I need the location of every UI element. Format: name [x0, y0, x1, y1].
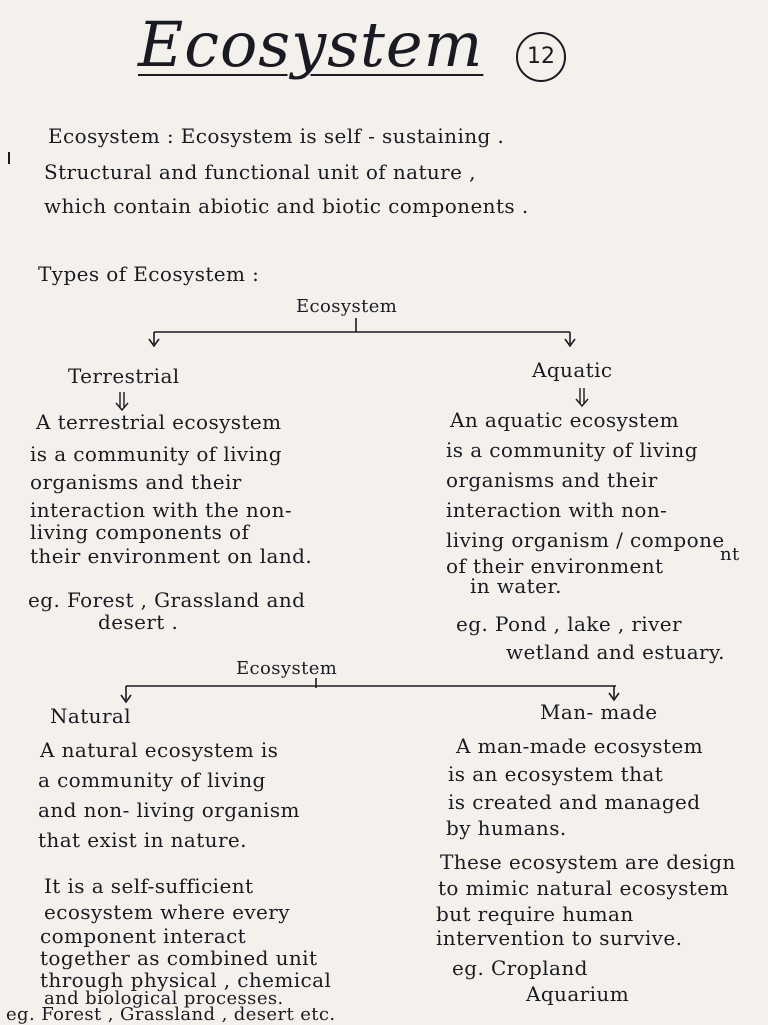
manmade-para2-line-3: but require human	[436, 902, 634, 926]
natural-example: eg. Forest , Grassland , desert etc.	[6, 1004, 336, 1025]
terrestrial-line-2: is a community of living	[30, 442, 282, 466]
natural-line-3: and non- living organism	[38, 798, 300, 822]
natural-para2-line-6: and biological processes.	[44, 988, 284, 1009]
natural-line-4: that exist in nature.	[38, 828, 247, 852]
manmade-para2-line-4: intervention to survive.	[436, 926, 683, 950]
natural-para2-line-4: together as combined unit	[40, 946, 318, 970]
manmade-line-4: by humans.	[446, 816, 567, 840]
manmade-label: Man- made	[540, 700, 658, 724]
manmade-line-3: is created and managed	[448, 790, 701, 814]
aquatic-label: Aquatic	[532, 358, 613, 382]
manmade-example-1: eg. Cropland	[452, 956, 588, 980]
tree1-root-label: Ecosystem	[296, 296, 398, 317]
tree2-root-label: Ecosystem	[236, 658, 338, 679]
natural-para2-line-1: It is a self-sufficient	[44, 874, 254, 898]
natural-para2-line-3: component interact	[40, 924, 247, 948]
terrestrial-line-4: interaction with the non-	[30, 498, 293, 522]
manmade-para2-line-2: to mimic natural ecosystem	[438, 876, 729, 900]
natural-label: Natural	[50, 704, 132, 728]
terrestrial-line-5: living components of	[30, 520, 250, 544]
definition-line-1: Ecosystem : Ecosystem is self - sustaining .	[48, 124, 505, 148]
manmade-line-1: A man-made ecosystem	[456, 734, 703, 758]
aquatic-line-4: interaction with non-	[446, 498, 668, 522]
types-heading: Types of Ecosystem :	[38, 262, 260, 286]
aquatic-line-3: organisms and their	[446, 468, 658, 492]
terrestrial-label: Terrestrial	[68, 364, 180, 388]
manmade-example-2: Aquarium	[526, 982, 630, 1006]
terrestrial-line-3: organisms and their	[30, 470, 242, 494]
page-title: Ecosystem	[138, 8, 484, 81]
terrestrial-line-6: their environment on land.	[30, 544, 313, 568]
terrestrial-line-1: A terrestrial ecosystem	[36, 410, 282, 434]
aquatic-example-2: wetland and estuary.	[506, 640, 725, 664]
definition-line-3: which contain abiotic and biotic components .	[44, 194, 529, 218]
aquatic-overflow-nt: nt	[720, 544, 740, 565]
natural-para2-line-2: ecosystem where every	[44, 900, 290, 924]
aquatic-line-2: is a community of living	[446, 438, 698, 462]
page-number: 12	[516, 32, 566, 82]
definition-line-2: Structural and functional unit of nature ,	[44, 160, 476, 184]
aquatic-line-5: living organism / compone	[446, 528, 725, 552]
terrestrial-example-1: eg. Forest , Grassland and	[28, 588, 306, 612]
natural-para2-line-5: through physical , chemical	[40, 968, 332, 992]
aquatic-line-6: of their environment	[446, 554, 664, 578]
terrestrial-example-2: desert .	[98, 610, 179, 634]
aquatic-line-1: An aquatic ecosystem	[450, 408, 679, 432]
manmade-line-2: is an ecosystem that	[448, 762, 664, 786]
aquatic-example-1: eg. Pond , lake , river	[456, 612, 682, 636]
manmade-para2-line-1: These ecosystem are design	[440, 850, 736, 874]
aquatic-line-7: in water.	[470, 574, 562, 598]
natural-line-1: A natural ecosystem is	[40, 738, 279, 762]
natural-line-2: a community of living	[38, 768, 266, 792]
